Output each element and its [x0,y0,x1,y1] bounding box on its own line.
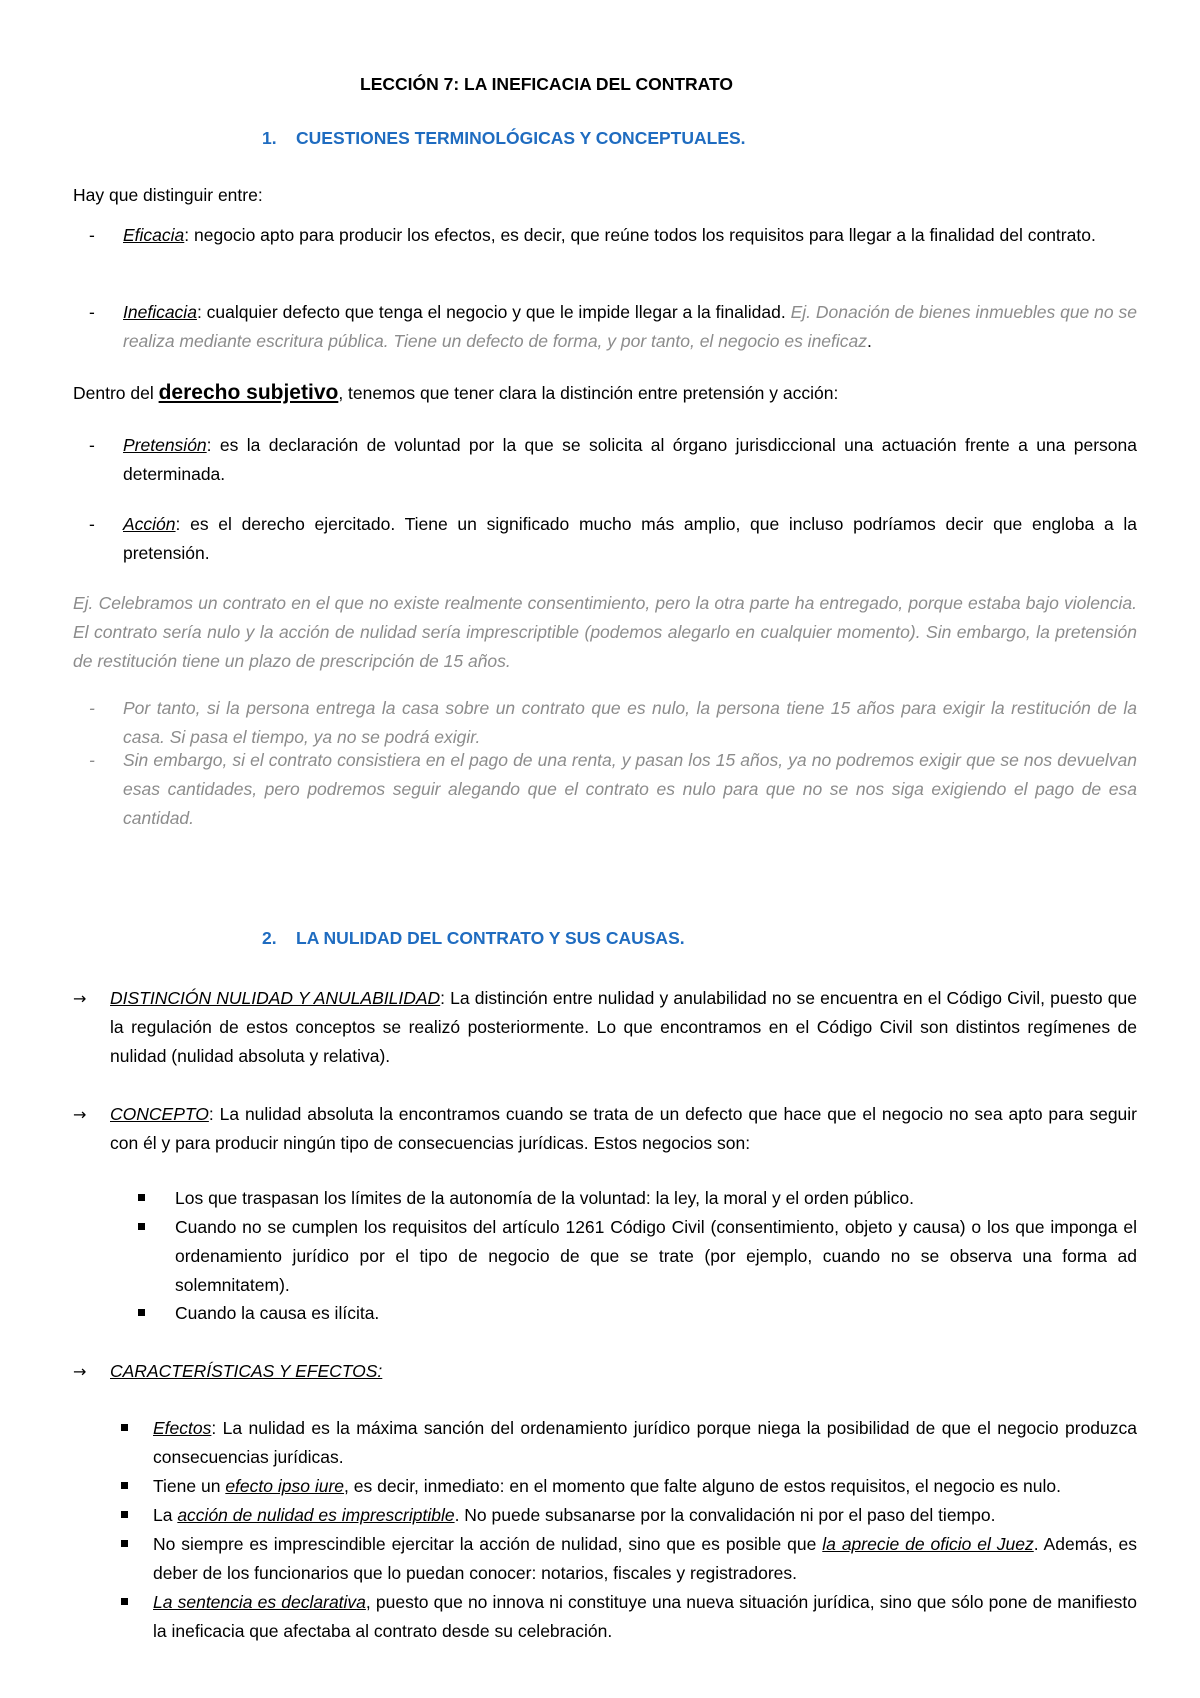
arrow-item-text [110,1100,1137,1158]
square-bullet-icon [138,1223,145,1230]
concepto-description: : La nulidad absoluta la encontramos cuando se trata de un defecto que hace que el negocio no sea apto para seguir con él y para producir ningún tipo de consecuencias jurídicas. Estos negocios son: [110,1104,1137,1153]
arrow-item-distincion [73,984,1137,1071]
list-item-text: Los que traspasan los límites de la autonomía de la voluntad: la ley, la moral y el orden público. [175,1188,914,1208]
square-bullet-icon [121,1424,128,1431]
term-efectos: Efectos [153,1418,212,1438]
definition-text [123,510,1137,568]
term-distincion: DISTINCIÓN NULIDAD Y ANULABILIDAD [110,988,441,1008]
dash-bullet: - [89,514,95,534]
derecho-post: , tenemos que tener clara la distinción entre pretensión y acción: [338,383,839,403]
list-item-text [153,1414,1137,1472]
distincion-description: : La distinción entre nulidad y anulabilidad no se encuentra en el Código Civil, puesto que la regulación de estos conceptos se realizó posteriormente. Lo que encontramos en el Código Civil son distintos regímenes de nulidad (nulidad absoluta y relativa). [110,988,1137,1066]
pretension-description: : es la declaración de voluntad por la que se solicita al órgano jurisdiccional una actuación frente a una persona determinada. [123,435,1137,484]
dash-bullet: - [89,435,95,455]
list-item-text [153,1530,1137,1588]
list-item-text [153,1501,1137,1530]
concepto-list-item [138,1299,1137,1328]
term-concepto: CONCEPTO [110,1104,209,1124]
example-item-text: Por tanto, si la persona entrega la casa sobre un contrato que es nulo, la persona tiene 15 años para exigir la restitución de la casa. Si pasa el tiempo, ya no se podrá exigir. [123,698,1137,747]
derecho-subjetivo-paragraph [73,378,1137,408]
term-caracteristicas: CARACTERÍSTICAS Y EFECTOS: [110,1361,383,1381]
definition-text [123,298,1137,356]
term-pretension: Pretensión [123,435,207,455]
intro-text: Hay que distinguir entre: [73,185,263,205]
efectos-list-item [121,1414,1137,1472]
arrow-bullet-icon: → [73,989,87,1008]
efectos-list-item [121,1501,1137,1530]
dash-bullet: - [89,225,95,245]
efectos-list-item [121,1530,1137,1588]
term-accion: Acción [123,514,176,534]
item-prefix: Tiene un [153,1476,226,1496]
example-item [89,694,1137,752]
arrow-item-text [110,984,1137,1071]
term-ineficacia: Ineficacia [123,302,197,322]
term-ipso-iure: efecto ipso iure [225,1476,345,1496]
definition-eficacia [89,221,1137,250]
item-description: , es decir, inmediato: en el momento que falte alguno de estos requisitos, el negocio es nulo. [344,1476,1061,1496]
dash-bullet: - [89,750,95,770]
term-de-oficio: la aprecie de oficio el Juez [822,1534,1034,1554]
derecho-pre: Dentro del [73,383,159,403]
arrow-bullet-icon: → [73,1105,87,1124]
list-item-text [153,1588,1137,1646]
arrow-item-text [110,1357,1137,1386]
definition-ineficacia [89,298,1137,356]
square-bullet-icon [121,1598,128,1605]
section-heading-1 [262,124,746,153]
arrow-item-caracteristicas [73,1357,1137,1386]
dash-bullet: - [89,302,95,322]
list-item-text [153,1472,1137,1501]
square-bullet-icon [121,1540,128,1547]
square-bullet-icon [121,1482,128,1489]
definition-text [123,221,1137,250]
efectos-list-item [121,1472,1137,1501]
example-item-text: Sin embargo, si el contrato consistiera en el pago de una renta, y pasan los 15 años, ya no podremos exigir que se nos devuelvan esas cantidades, pero podremos seguir alegando que el contrato es nulo para que no se nos siga exigiendo el pago de esa cantidad. [123,750,1137,828]
definition-pretension [89,431,1137,489]
ineficacia-end: . [867,331,872,351]
item-prefix: No siempre es imprescindible ejercitar la acción de nulidad, sino que es posible que [153,1534,823,1554]
item-description: . Además, es deber de los funcionarios que lo puedan conocer: notarios, fiscales y registradores. [153,1534,1138,1583]
ineficacia-description: : cualquier defecto que tenga el negocio y que le impide llegar a la finalidad. [196,302,791,322]
section-title: CUESTIONES TERMINOLÓGICAS Y CONCEPTUALES. [296,128,746,148]
section-heading-2 [262,924,685,953]
page-title: LECCIÓN 7: LA INEFICACIA DEL CONTRATO [360,74,734,94]
square-bullet-icon [138,1194,145,1201]
term-sentencia-declarativa: La sentencia es declarativa [153,1592,366,1612]
term-eficacia: Eficacia [123,225,185,245]
section-title: LA NULIDAD DEL CONTRATO Y SUS CAUSAS. [296,928,685,948]
item-description: . No puede subsanarse por la convalidación ni por el paso del tiempo. [454,1505,996,1525]
item-prefix: La [153,1505,178,1525]
concepto-list-item [138,1213,1137,1300]
definition-accion [89,510,1137,568]
efectos-list-item [121,1588,1137,1646]
square-bullet-icon [138,1309,145,1316]
accion-description: : es el derecho ejercitado. Tiene un significado mucho más amplio, que incluso podríamos decir que engloba a la pretensión. [123,514,1137,563]
eficacia-description: : negocio apto para producir los efectos, es decir, que reúne todos los requisitos para llegar a la finalidad del contrato. [184,225,1096,245]
dash-bullet: - [89,698,95,718]
example-paragraph: Ej. Celebramos un contrato en el que no existe realmente consentimiento, pero la otra parte ha entregado, porque estaba bajo violencia. El contrato sería nulo y la acción de nulidad sería imprescriptible (podemos alegarlo en cualquier momento). Sin embargo, la pretensión de restitución tiene un plazo de prescripción de 15 años. [73,593,1137,671]
efectos-description: : La nulidad es la máxima sanción del ordenamiento jurídico porque niega la posibilidad de que el negocio produzca consecuencias jurídicas. [153,1418,1137,1467]
arrow-item-concepto [73,1100,1137,1158]
list-item-text: Cuando la causa es ilícita. [175,1303,380,1323]
example-item [89,746,1137,833]
term-derecho-subjetivo: derecho subjetivo [158,381,339,404]
list-item-text: Cuando no se cumplen los requisitos del artículo 1261 Código Civil (consentimiento, objeto y causa) o los que imponga el ordenamiento jurídico por el tipo de negocio de que se trate (por ejemplo, cuando no se observa una forma ad solemnitatem). [175,1217,1137,1295]
term-imprescriptible: acción de nulidad es imprescriptible [177,1505,455,1525]
ineficacia-example: Ej. Donación de bienes inmuebles que no se realiza mediante escritura pública. Tiene un defecto de forma, y por tanto, el negocio es ineficaz [123,302,1137,351]
section-number: 1. [262,128,277,148]
square-bullet-icon [121,1511,128,1518]
item-description: , puesto que no innova ni constituye una nueva situación jurídica, sino que sólo pone de manifiesto la ineficacia que afectaba al contrato desde su celebración. [153,1592,1138,1641]
arrow-bullet-icon: → [73,1362,87,1381]
section-number: 2. [262,928,277,948]
definition-text [123,431,1137,489]
concepto-list-item [138,1184,1137,1213]
